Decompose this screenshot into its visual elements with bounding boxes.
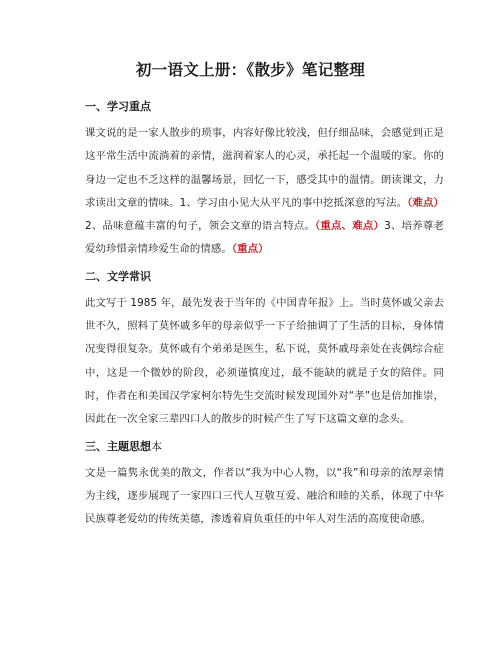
section-heading-text: 一、学习重点 bbox=[85, 100, 151, 113]
paragraph-text: 3、培养尊老爱幼珍惜亲情珍爱生命的情感。 bbox=[85, 220, 445, 256]
section-literary-knowledge bbox=[85, 268, 444, 432]
paragraph-text: 课文说的是一家人散步的琐事，内容好像比较浅，但仔细品味，会感觉到正是这平常生活中流淌着的亲情，滋润着家人的心灵，承托起一个温暖的家。你的身边一定也不乏这样的温馨场景，回忆一下，感受其中的温情。朗读课文，力求读出文章的情味。1、学习由小见大从平凡的事中挖抵深意的写法。 bbox=[85, 127, 444, 209]
key-difficulty-tag: （重点、难点） bbox=[314, 220, 385, 233]
section-heading-suffix: 本 bbox=[151, 439, 162, 453]
section-paragraph bbox=[85, 462, 444, 532]
section-study-focus bbox=[85, 98, 444, 262]
section-paragraph bbox=[85, 122, 444, 262]
page-title: 初一语文上册：《散步》笔记整理 bbox=[135, 61, 366, 79]
key-point-tag: （重点） bbox=[231, 243, 269, 256]
section-heading-text: 三、主题思想 bbox=[85, 439, 151, 453]
paragraph-text: 2、品味意蕴丰富的句子，领会文章的语言特点。 bbox=[85, 220, 315, 233]
section-heading bbox=[85, 268, 444, 286]
difficulty-tag: （难点） bbox=[407, 196, 444, 209]
section-heading-text: 二、文学常识 bbox=[85, 269, 151, 283]
paragraph-text: 此文写于 1985 年，最先发表于当年的《中国青年报》上。当时莫怀戚父亲去世不久，照料了莫怀戚多年的母亲似乎一下子给抽调了了生活的目标，身体情况变得很复杂。莫怀戚有个弟弟是医生，私下说，莫怀戚母亲处在丧偶综合症中，这是一个微妙的阶段，必须谨慎度过，最不能缺的就是子女的陪伴。同时，作者在和美国汉学家柯尔特先生交流时候发现国外对“孝”也是倍加推崇，因此在一次全家三辈四口人的散步的时候产生了写下这篇文章的念头。 bbox=[85, 296, 444, 426]
section-theme bbox=[85, 438, 444, 532]
section-heading bbox=[85, 438, 444, 456]
paragraph-text: 文是一篇隽永优美的散文，作者以“我为中心人物，以“我”和母亲的浓厚亲情为主线，逐步展现了一家四口三代人互敬互爱、融洽和睦的关系，体现了中华民族尊老爱幼的传统美德，渗透着肩负重任的中年人对生活的高度使命感。 bbox=[85, 466, 444, 526]
section-paragraph bbox=[85, 292, 444, 432]
section-heading bbox=[85, 98, 444, 116]
